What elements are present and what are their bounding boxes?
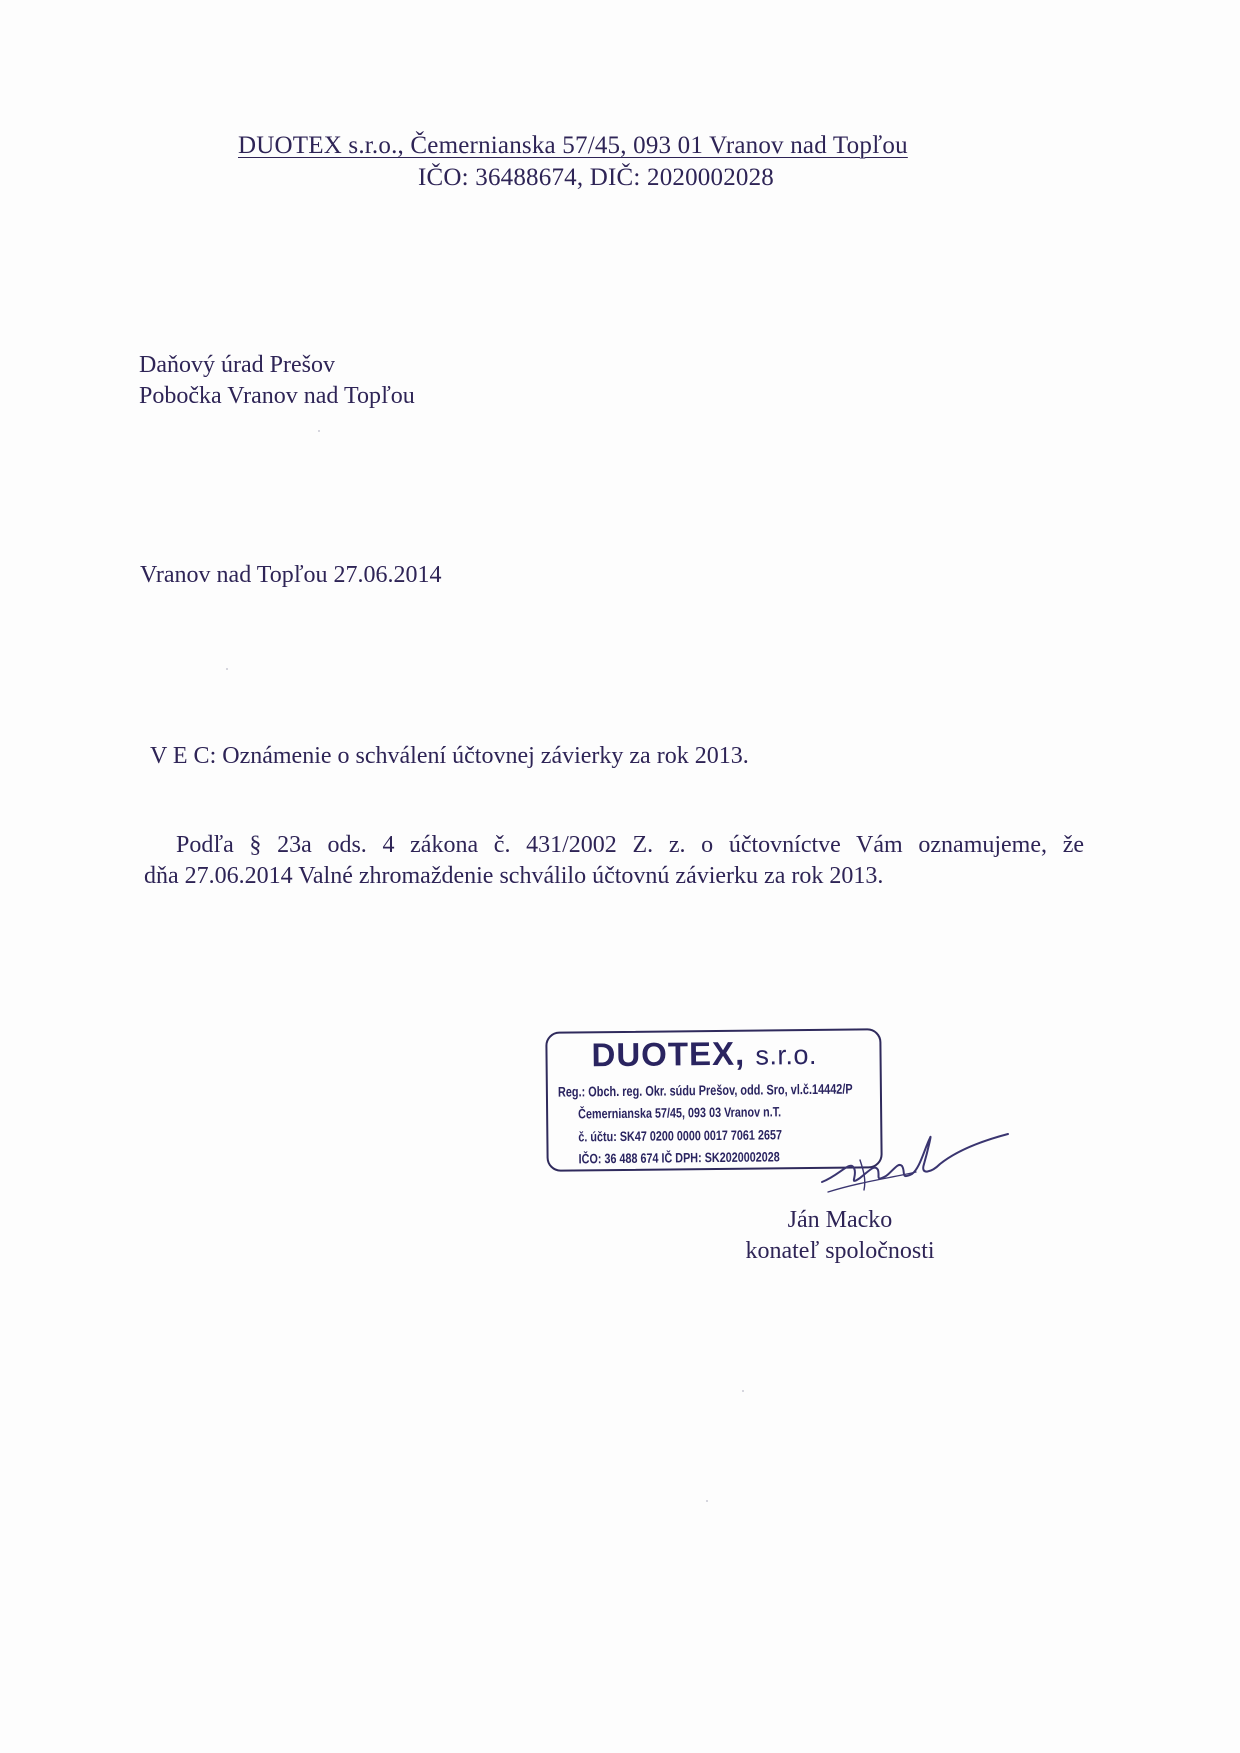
company-stamp (545, 1028, 882, 1172)
stamp-legal-form: s.r.o. (755, 1039, 818, 1071)
body-line-2: dňa 27.06.2014 Valné zhromaždenie schválilo účtovnú závierku za rok 2013. (144, 863, 884, 889)
subject-line: V E C: Oznámenie o schválení účtovnej závierky za rok 2013. (150, 743, 749, 769)
signer-role: konateľ spoločnosti (745, 1238, 935, 1264)
letter-body (144, 830, 1084, 892)
body-line-1: Podľa § 23a ods. 4 zákona č. 431/2002 Z. z. o účtovníctve Vám oznamujeme, že (176, 832, 1084, 858)
paper-speck (226, 668, 228, 670)
recipient-line-2: Pobočka Vranov nad Topľou (139, 383, 415, 409)
signer-block (730, 1205, 950, 1267)
stamp-address-line: Čemernianska 57/45, 093 03 Vranov n.T. (578, 1104, 782, 1122)
stamp-company-name: DUOTEX, (591, 1034, 746, 1074)
signer-name: Ján Macko (787, 1207, 893, 1233)
stamp-title (591, 1034, 817, 1074)
stamp-account-line: č. účtu: SK47 0200 0000 0017 7061 2657 (578, 1127, 782, 1145)
paper-speck (318, 430, 320, 432)
paper-speck (742, 1390, 744, 1392)
paper-speck (706, 1500, 708, 1502)
company-ids-line: IČO: 36488674, DIČ: 2020002028 (418, 164, 774, 191)
place-and-date: Vranov nad Topľou 27.06.2014 (140, 562, 442, 588)
recipient-address (139, 350, 415, 412)
stamp-ids-line: IČO: 36 488 674 IČ DPH: SK2020002028 (578, 1149, 780, 1167)
recipient-line-1: Daňový úrad Prešov (139, 352, 335, 378)
stamp-registration-line: Reg.: Obch. reg. Okr. súdu Prešov, odd. Sro, vl.č.14442/P (557, 1080, 853, 1100)
company-address-line: DUOTEX s.r.o., Čemernianska 57/45, 093 01 Vranov nad Topľou (238, 132, 908, 159)
